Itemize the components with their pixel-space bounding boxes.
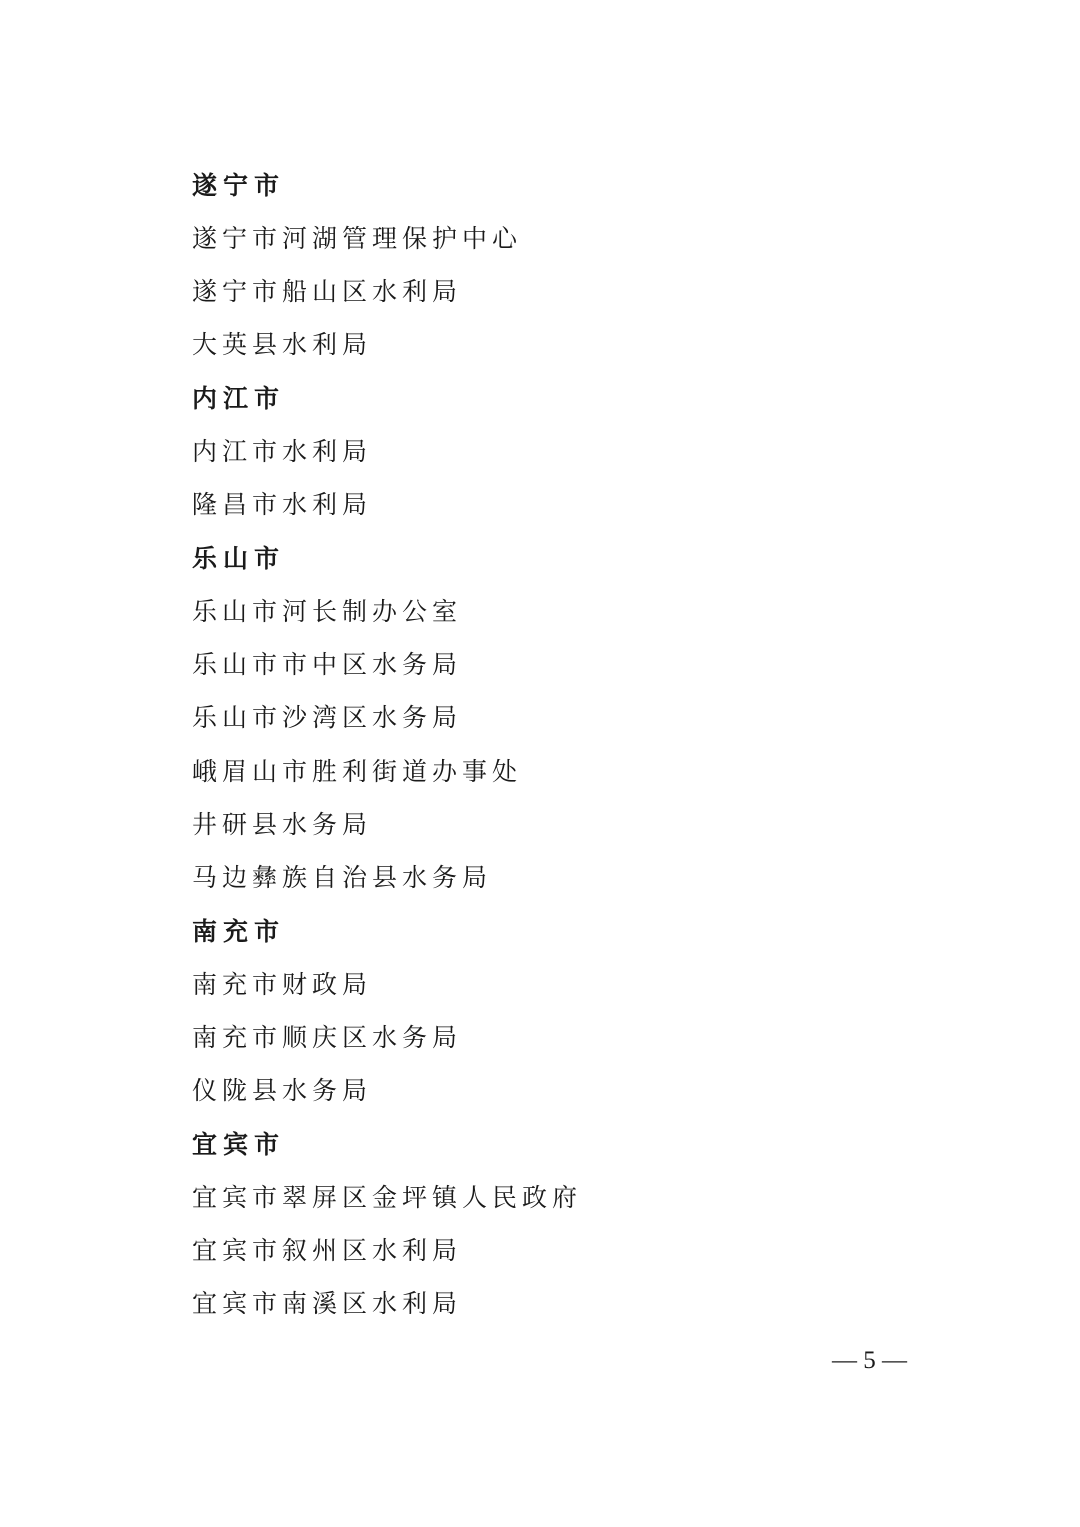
list-item: 南充市顺庆区水务局 bbox=[192, 1023, 463, 1052]
list-item: 乐山市市中区水务局 bbox=[192, 650, 463, 679]
city-heading-neijiang: 内江市 bbox=[192, 384, 286, 413]
city-heading-leshan: 乐山市 bbox=[192, 544, 286, 573]
page-number: — 5 — bbox=[832, 1347, 907, 1374]
list-item: 宜宾市南溪区水利局 bbox=[192, 1289, 463, 1318]
list-item: 井研县水务局 bbox=[192, 810, 373, 839]
list-item: 宜宾市翠屏区金坪镇人民政府 bbox=[192, 1183, 583, 1212]
list-item: 乐山市沙湾区水务局 bbox=[192, 703, 463, 732]
list-item: 峨眉山市胜利街道办事处 bbox=[192, 757, 523, 786]
list-item: 仪陇县水务局 bbox=[192, 1076, 373, 1105]
list-item: 宜宾市叙州区水利局 bbox=[192, 1236, 463, 1265]
list-item: 大英县水利局 bbox=[192, 330, 373, 359]
list-item: 内江市水利局 bbox=[192, 437, 373, 466]
city-heading-yibin: 宜宾市 bbox=[192, 1130, 286, 1159]
list-item: 马边彝族自治县水务局 bbox=[192, 863, 493, 892]
list-item: 南充市财政局 bbox=[192, 970, 373, 999]
list-item: 隆昌市水利局 bbox=[192, 490, 373, 519]
list-item: 遂宁市河湖管理保护中心 bbox=[192, 224, 523, 253]
list-item: 乐山市河长制办公室 bbox=[192, 597, 463, 626]
list-item: 遂宁市船山区水利局 bbox=[192, 277, 463, 306]
city-heading-nanchong: 南充市 bbox=[192, 917, 286, 946]
city-heading-suining: 遂宁市 bbox=[192, 171, 286, 200]
